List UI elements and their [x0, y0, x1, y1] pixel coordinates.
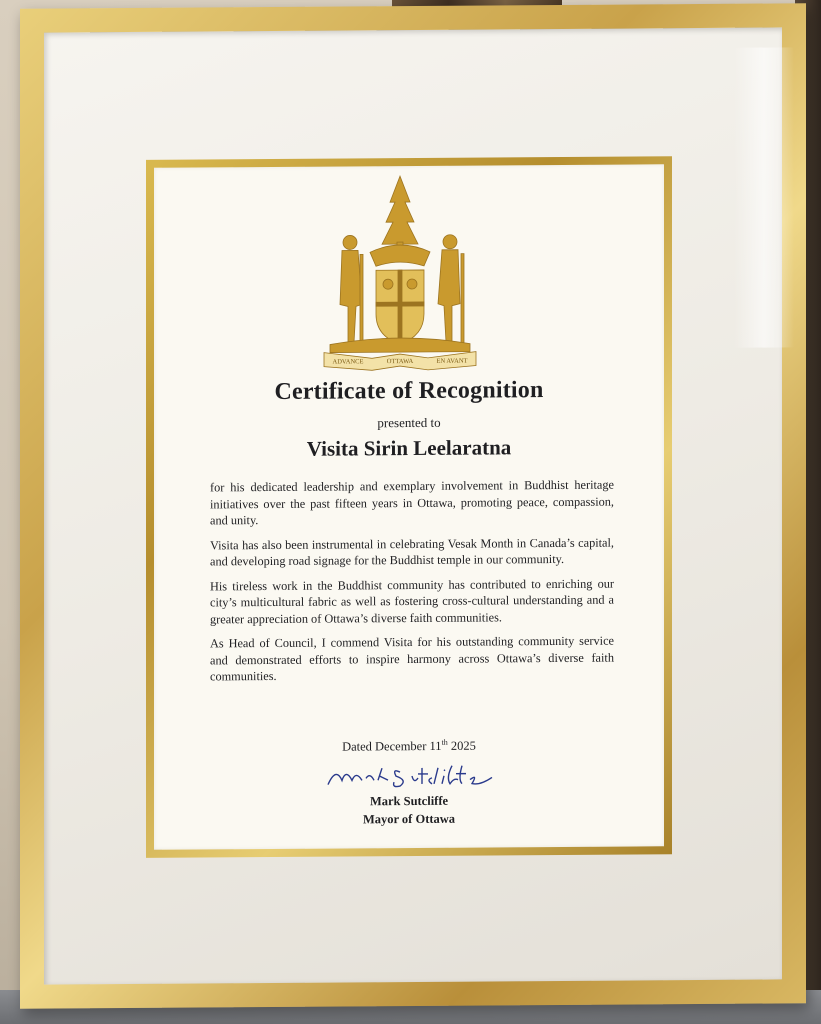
motto-right: EN AVANT — [436, 357, 468, 365]
date-prefix: Dated December 11 — [342, 738, 442, 754]
motto-center: OTTAWA — [386, 357, 414, 366]
date-ordinal: th — [441, 737, 448, 747]
ottawa-coat-of-arms-emblem — [320, 174, 480, 375]
body-paragraph: Visita has also been instrumental in celebrating Vesak Month in Canada’s capital, and developing road signage for the Buddhist temple in our community. — [210, 535, 614, 569]
certificate-body — [210, 477, 614, 693]
body-paragraph: His tireless work in the Buddhist community has contributed to enriching our city’s multicultural fabric as well as fostering cross-cultural understanding and a greater appreciation of Ottawa’s diverse faith communities. — [210, 576, 614, 626]
handwritten-signature — [322, 757, 502, 792]
certificate-title: Certificate of Recognition — [274, 377, 544, 405]
signer-title: Mayor of Ottawa — [362, 811, 456, 827]
glass-glare — [734, 47, 794, 347]
certificate-paper — [154, 164, 664, 850]
gold-inner-border — [146, 156, 672, 858]
recipient-name: Visita Sirin Leelaratna — [306, 435, 512, 461]
gold-picture-frame — [20, 3, 806, 1008]
presented-to-text: presented to — [377, 414, 441, 431]
date-year: 2025 — [447, 738, 476, 753]
date-line — [154, 736, 664, 756]
body-paragraph: As Head of Council, I commend Visita for his outstanding community service and demonstrated efforts to inspire harmony across Ottawa’s diverse faith communities. — [210, 633, 614, 684]
motto-left: ADVANCE — [332, 358, 364, 366]
signer-name: Mark Sutcliffe — [369, 793, 449, 809]
white-mat-board — [44, 27, 782, 984]
body-paragraph: for his dedicated leadership and exemplary involvement in Buddhist heritage initiatives over the past fifteen years in Ottawa, promoting peace, compassion, and unity. — [210, 477, 614, 528]
